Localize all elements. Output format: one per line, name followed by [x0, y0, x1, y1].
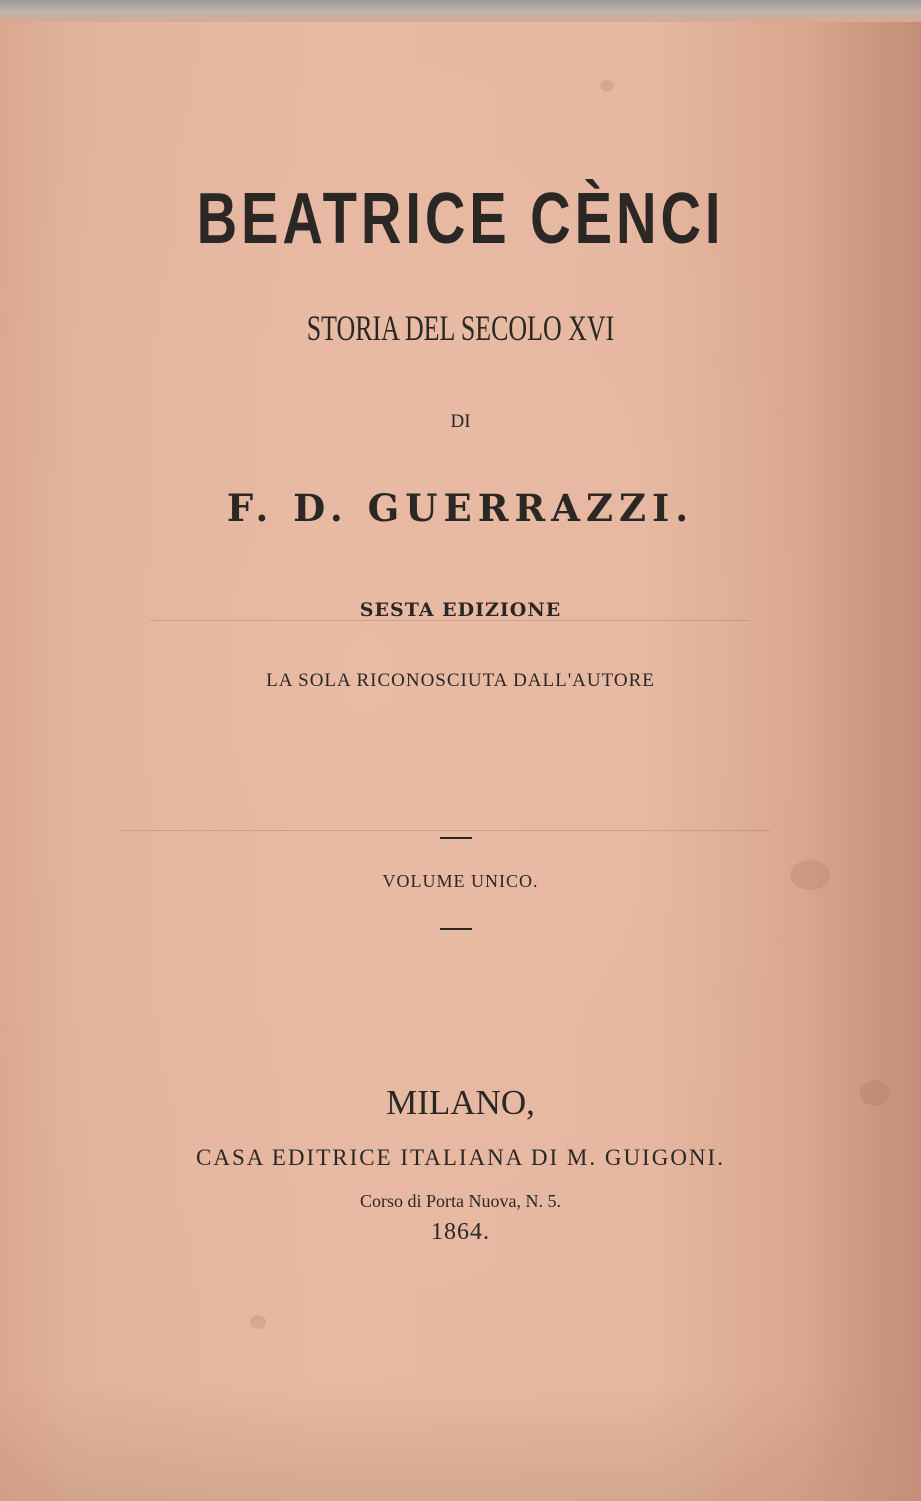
- divider-rule-bottom: [440, 928, 472, 930]
- volume-label: VOLUME UNICO.: [382, 871, 539, 891]
- edition-label: SESTA EDIZIONE: [359, 599, 562, 621]
- publication-city: MILANO,: [386, 1083, 535, 1122]
- by-line: DI: [450, 411, 471, 432]
- right-edge-discoloration: [806, 22, 921, 1501]
- bottom-edge-discoloration: [0, 1381, 921, 1501]
- publication-year: 1864.: [431, 1219, 490, 1245]
- top-edge-band: [0, 0, 921, 22]
- publisher-name: CASA EDITRICE ITALIANA DI M. GUIGONI.: [196, 1145, 725, 1170]
- stain: [250, 1315, 266, 1329]
- edition-note: LA SOLA RICONOSCIUTA DALL'AUTORE: [266, 670, 655, 691]
- publisher-address: Corso di Porta Nuova, N. 5.: [360, 1191, 561, 1211]
- author-name: F. D. GUERRAZZI.: [226, 486, 695, 530]
- book-title: BEATRICE CÈNCI: [196, 179, 725, 259]
- book-subtitle: STORIA DEL SECOLO XVI: [306, 308, 615, 348]
- stain: [600, 80, 614, 92]
- divider-rule-top: [440, 837, 472, 839]
- crease-line: [120, 830, 770, 831]
